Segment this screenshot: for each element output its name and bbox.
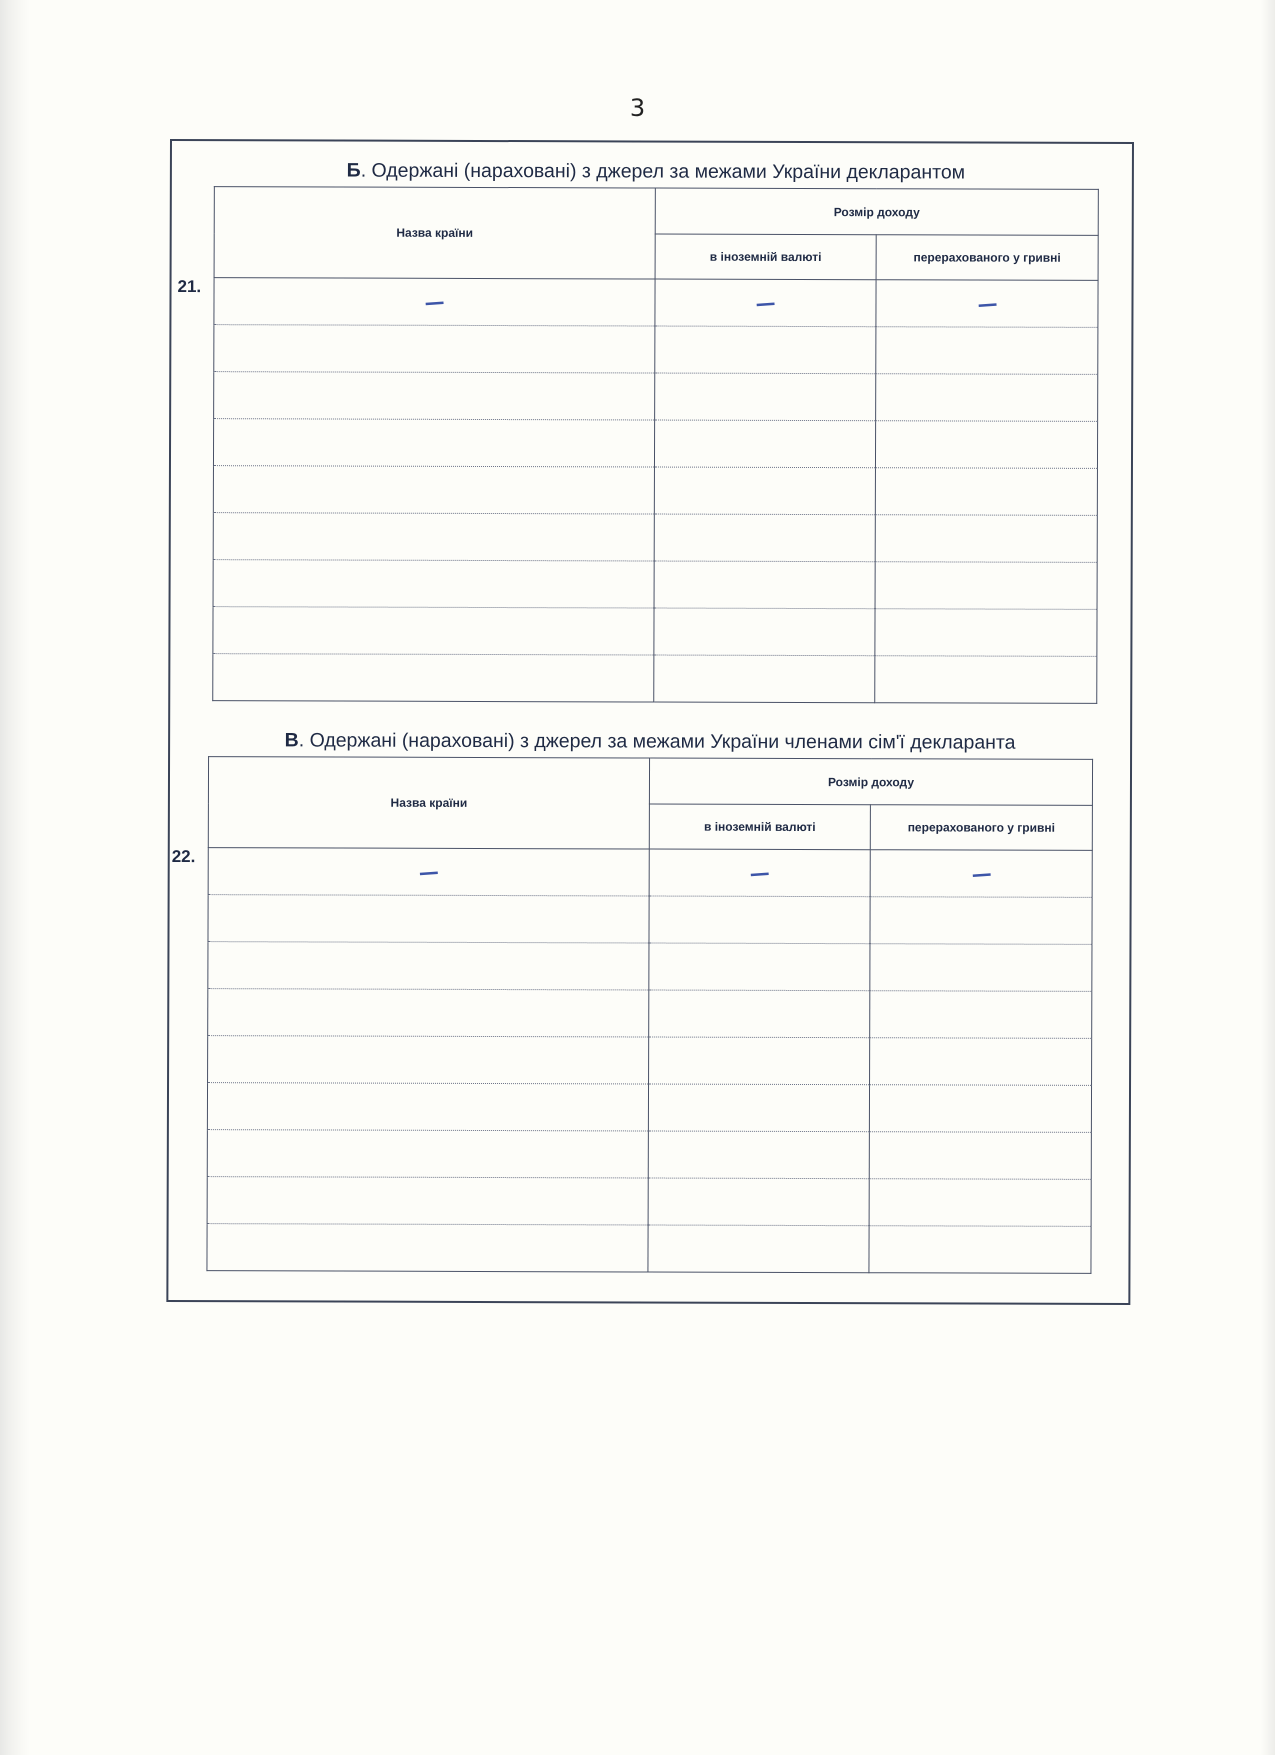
cell-uah[interactable] xyxy=(876,374,1098,422)
handwritten-dash: — xyxy=(423,289,446,315)
handwritten-dash: — xyxy=(970,860,992,887)
cell-country[interactable] xyxy=(207,1130,648,1178)
cell-uah[interactable] xyxy=(875,656,1097,704)
table-row xyxy=(213,654,1097,704)
cell-foreign-currency[interactable] xyxy=(648,1084,869,1132)
income-table-family xyxy=(206,756,1093,1274)
cell-country[interactable] xyxy=(207,1083,648,1131)
cell-foreign-currency[interactable] xyxy=(655,279,876,327)
cell-uah[interactable] xyxy=(869,1132,1091,1180)
section-v-title xyxy=(208,729,1092,755)
cell-country[interactable] xyxy=(208,942,649,990)
cell-foreign-currency[interactable] xyxy=(648,1178,869,1226)
income-table-declarant xyxy=(212,186,1099,704)
cell-foreign-currency[interactable] xyxy=(649,943,870,991)
section-v-letter: В xyxy=(284,729,299,752)
cell-uah[interactable] xyxy=(875,468,1097,516)
table-row xyxy=(214,325,1098,375)
table-row xyxy=(214,278,1098,328)
table-row xyxy=(213,513,1097,563)
section-b xyxy=(177,159,1098,692)
handwritten-dash: — xyxy=(417,859,440,885)
handwritten-dash: — xyxy=(976,290,998,317)
cell-country[interactable] xyxy=(208,989,649,1037)
header-uah: перерахованого у гривні xyxy=(870,805,1092,851)
cell-country[interactable] xyxy=(213,419,654,467)
section-v xyxy=(171,729,1092,1262)
cell-country[interactable] xyxy=(208,1036,649,1084)
table-row xyxy=(208,989,1092,1039)
cell-country[interactable] xyxy=(214,278,655,326)
header-foreign-currency: в іноземній валюті xyxy=(655,234,876,280)
cell-foreign-currency[interactable] xyxy=(654,561,875,609)
cell-uah[interactable] xyxy=(869,1085,1091,1133)
page-number: 3 xyxy=(629,94,646,122)
scan-edge-left xyxy=(0,0,30,1755)
cell-foreign-currency[interactable] xyxy=(654,420,875,468)
table-row xyxy=(208,1036,1092,1086)
header-income-size: Розмір доходу xyxy=(649,758,1092,805)
cell-uah[interactable] xyxy=(870,897,1092,945)
cell-foreign-currency[interactable] xyxy=(648,1225,869,1273)
section-b-letter: Б xyxy=(346,159,361,182)
table-row xyxy=(207,1224,1091,1274)
cell-country[interactable] xyxy=(214,325,655,373)
table-row xyxy=(208,895,1092,945)
cell-uah[interactable] xyxy=(870,1038,1092,1086)
cell-country[interactable] xyxy=(207,1177,648,1225)
cell-foreign-currency[interactable] xyxy=(649,990,870,1038)
cell-uah[interactable] xyxy=(875,609,1097,657)
cell-country[interactable] xyxy=(207,1224,648,1272)
header-country: Назва країни xyxy=(214,187,655,279)
cell-country[interactable] xyxy=(213,560,654,608)
cell-country[interactable] xyxy=(213,654,654,702)
row-number-21: 21. xyxy=(177,277,202,297)
table-row xyxy=(208,942,1092,992)
cell-foreign-currency[interactable] xyxy=(649,896,870,944)
cell-uah[interactable] xyxy=(869,1226,1091,1274)
cell-foreign-currency[interactable] xyxy=(654,467,875,515)
cell-foreign-currency[interactable] xyxy=(655,326,876,374)
cell-uah[interactable] xyxy=(875,562,1097,610)
cell-uah[interactable] xyxy=(875,421,1097,469)
table-row xyxy=(214,372,1098,422)
cell-foreign-currency[interactable] xyxy=(649,849,870,897)
header-uah: перерахованого у гривні xyxy=(876,235,1098,281)
form-frame xyxy=(166,139,1134,1305)
header-foreign-currency: в іноземній валюті xyxy=(649,804,870,850)
cell-uah[interactable] xyxy=(870,944,1092,992)
header-income-size: Розмір доходу xyxy=(655,188,1098,235)
cell-uah[interactable] xyxy=(870,991,1092,1039)
table-row xyxy=(207,1130,1091,1180)
table-row xyxy=(213,419,1097,469)
section-b-title-text: . Одержані (нараховані) з джерел за межами України декларантом xyxy=(360,159,966,184)
handwritten-dash: — xyxy=(748,860,771,886)
scan-edge-right xyxy=(1261,0,1275,1755)
table-row xyxy=(213,560,1097,610)
cell-uah[interactable] xyxy=(876,327,1098,375)
table-row xyxy=(208,848,1092,898)
cell-uah[interactable] xyxy=(876,280,1098,328)
cell-country[interactable] xyxy=(213,466,654,514)
cell-country[interactable] xyxy=(214,372,655,420)
table-row xyxy=(207,1177,1091,1227)
table-row xyxy=(207,1083,1091,1133)
section-b-title xyxy=(214,159,1098,185)
row-number-22: 22. xyxy=(171,847,196,867)
cell-foreign-currency[interactable] xyxy=(654,514,875,562)
cell-uah[interactable] xyxy=(875,515,1097,563)
table-row xyxy=(213,466,1097,516)
handwritten-dash: — xyxy=(754,290,777,316)
cell-foreign-currency[interactable] xyxy=(649,1037,870,1085)
cell-country[interactable] xyxy=(208,895,649,943)
cell-uah[interactable] xyxy=(869,1179,1091,1227)
cell-foreign-currency[interactable] xyxy=(654,655,875,703)
cell-foreign-currency[interactable] xyxy=(654,608,875,656)
cell-country[interactable] xyxy=(208,848,649,896)
cell-country[interactable] xyxy=(213,513,654,561)
cell-foreign-currency[interactable] xyxy=(648,1131,869,1179)
cell-uah[interactable] xyxy=(870,850,1092,898)
section-v-title-text: . Одержані (нараховані) з джерел за межами України членами сім'ї декларанта xyxy=(298,729,1016,754)
cell-foreign-currency[interactable] xyxy=(655,373,876,421)
header-country: Назва країни xyxy=(208,757,649,849)
table-row xyxy=(213,607,1097,657)
cell-country[interactable] xyxy=(213,607,654,655)
